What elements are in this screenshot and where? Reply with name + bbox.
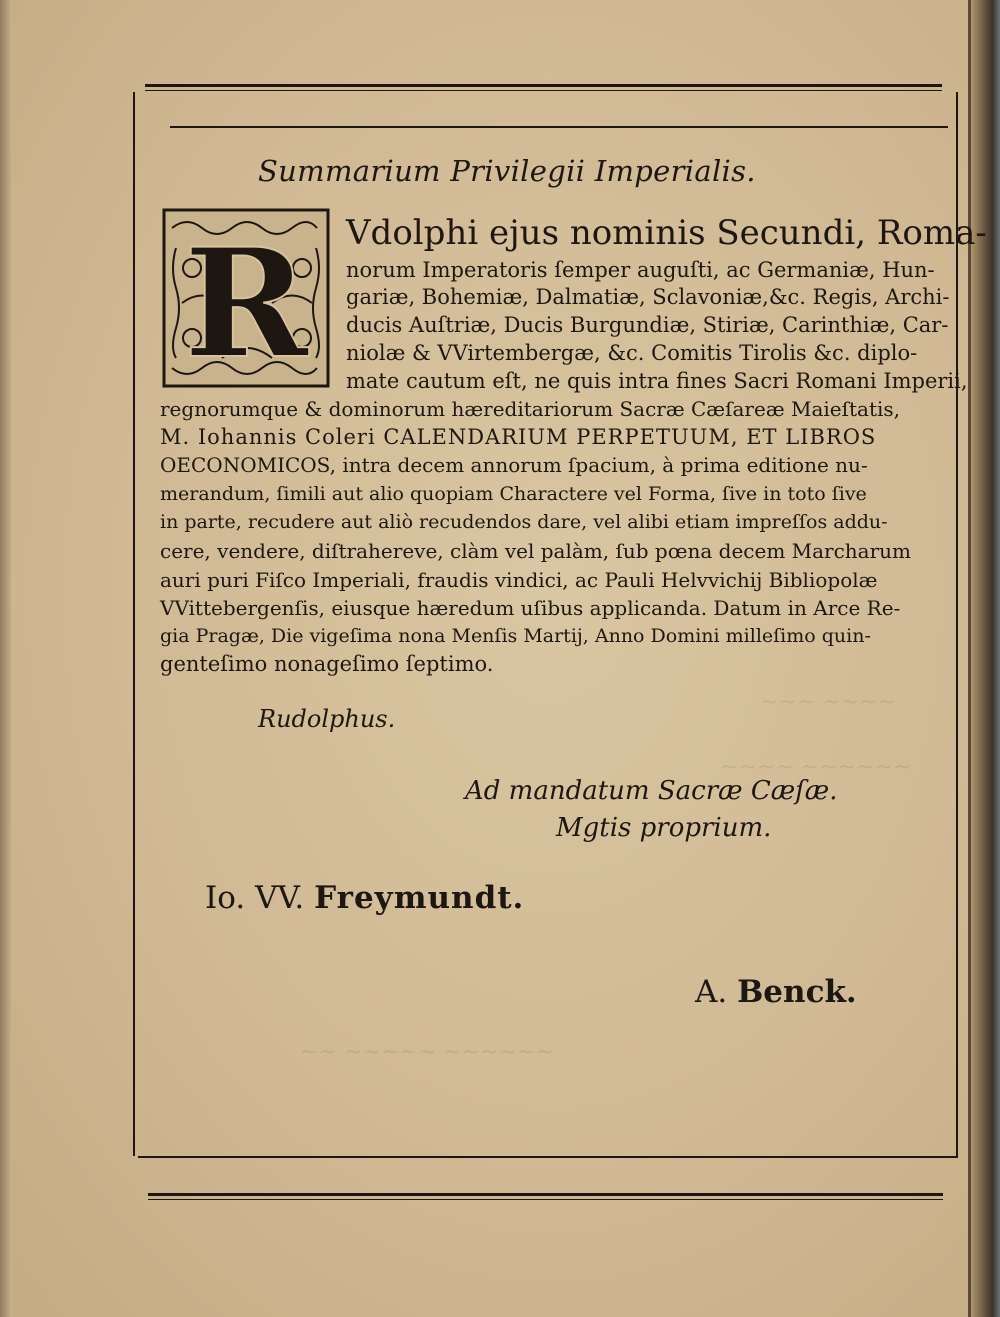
frame-bottom-rule [138,1156,958,1158]
gutter-edge [968,0,971,1317]
body-line: norum Imperatoris ſemper auguſti, ac Germaniæ, Hun- [346,258,935,282]
body-line: merandum, ſimili aut alio quopiam Charactere vel Forma, ſive in toto ſive [160,483,867,505]
show-through-text: ~~ ~~~~~ ~~~~~~ [300,1040,554,1065]
body-line: OECONOMICOS, intra decem annorum ſpacium, à prima editione nu- [160,453,868,477]
show-through-text: ~~~ ~~~~ [760,690,897,715]
signature-rudolphus: Rudolphus. [258,705,396,733]
signature-freymundt [205,880,524,916]
body-line: genteſimo nonageſimo ſeptimo. [160,652,494,676]
frame-outer-bottom-rule [148,1193,943,1196]
frame-outer-bottom-rule-thin [148,1199,943,1200]
body-line: VVittebergenſis, eiusque hæredum uſibus applicanda. Datum in Arce Re- [160,596,901,620]
body-line: Vdolphi ejus nominis Secundi, Roma- [346,213,987,253]
body-line: auri puri Fiſco Imperiali, fraudis vindici, ac Pauli Helvvichij Bibliopolæ [160,568,878,592]
body-line: gia Pragæ, Die vigeſima nona Menſis Martij, Anno Domini milleſimo quin- [160,625,871,647]
book-gutter [970,0,1000,1317]
initial-letter: R [183,216,309,388]
body-line: M. Iohannis Coleri CALENDARIUM PERPETUUM, ET LIBROS [160,425,877,449]
body-line: gariæ, Bohemiæ, Dalmatiæ, Sclavoniæ,&c. Regis, Archi- [346,285,950,309]
signature-freymundt-name: Freymundt. [314,880,525,916]
decorated-initial-r [162,208,330,388]
frame-left-rule [133,92,135,1156]
signature-ad-mandatum: Ad mandatum Sacræ Cæſæ. [465,776,838,806]
body-line: mate cautum eſt, ne quis intra fines Sacri Romani Imperii, [346,369,968,393]
signature-benck-prefix: A. [695,974,728,1010]
body-line: cere, vendere, diſtrahereve, clàm vel palàm, ſub pœna decem Marcharum [160,539,912,563]
body-line: regnorumque & dominorum hæreditariorum Sacræ Cæſareæ Maieſtatis, [160,397,901,421]
page-title: Summarium Privilegii Imperialis. [258,154,756,188]
signature-freymundt-prefix: Io. VV. [205,880,305,916]
signature-benck [695,974,857,1010]
page-left-edge [0,0,12,1317]
body-line: in parte, recudere aut aliò recudendos dare, vel alibi etiam impreſſos addu- [160,511,888,533]
signature-benck-name: Benck. [737,974,857,1010]
frame-top-rule [145,84,942,87]
body-line: ducis Auſtriæ, Ducis Burgundiæ, Stiriæ, Carinthiæ, Car- [346,313,949,337]
frame-inner-top-rule [170,126,948,128]
show-through-text: ~~~~ ~~~~~~ [720,755,912,780]
body-line: niolæ & VVirtembergæ, &c. Comitis Tirolis &c. diplo- [346,341,918,365]
frame-top-rule-thin [145,90,942,91]
signature-mgtis-proprium: Mgtis proprium. [556,813,772,843]
